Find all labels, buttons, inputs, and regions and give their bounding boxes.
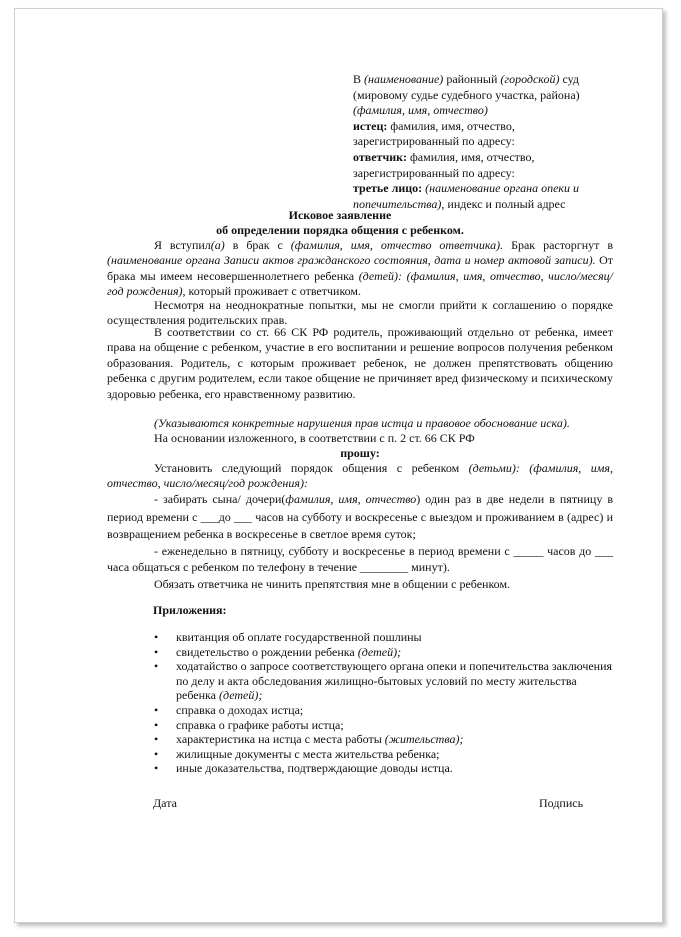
magistrate-line: (мировому судье судебного участка, района) <box>353 87 580 102</box>
request-heading: прошу: <box>340 446 380 460</box>
paragraph-basis: На основании изложенного, в соответствии с п. 2 ст. 66 СК РФ <box>154 431 475 445</box>
attachment-item: • квитанция об оплате государственной пошлины <box>152 630 613 645</box>
plaintiff-address: зарегистрированный по адресу: <box>353 134 515 149</box>
defendant-address: зарегистрированный по адресу: <box>353 165 515 180</box>
attachments-heading: Приложения: <box>153 603 227 617</box>
addressee-block <box>353 72 613 212</box>
paragraph-violations-hint: (Указываются конкретные нарушения прав истца и правовое обоснование иска). <box>154 416 570 430</box>
defendant-line: ответчик: фамилия, имя, отчество, <box>353 149 535 164</box>
signature-label: Подпись <box>539 796 584 810</box>
attachment-item: • характеристика на истца с места работы (жительства); <box>152 732 613 747</box>
document-title: Исковое заявление <box>288 208 392 222</box>
attachment-item: • жилищные документы с места жительства ребенка; <box>152 747 613 762</box>
paragraph-order: Установить следующий порядок общения с ребенком (детьми): (фамилия, имя, отчество, число/месяц/год рождения): <box>107 461 613 491</box>
third-party-line: третье лицо: (наименование органа опеки и <box>353 181 580 196</box>
date-label: Дата <box>153 796 177 810</box>
third-party-address: попечительства), индекс и полный адрес <box>353 196 566 211</box>
paragraph-pickup-schedule: - забирать сына/ дочери(фамилия, имя, отчество) один раз в две недели в пятницу в период времени с ___до ___ часов на субботу и воскресенье с выездом и проживанием в (адрес) и возвращением ребенка в воскресенье в светлое время суток; <box>107 492 614 541</box>
document-subtitle: об определении порядка общения с ребенком. <box>216 223 464 237</box>
paragraph-obligation: Обязать ответчика не чинить препятствия мне в общении с ребенком. <box>154 577 511 591</box>
paragraph-marriage: Я вступил(а) в брак с (фамилия, имя, отчество ответчика). Брак расторгнут в (наименование органа Записи актов гражданского состояния, дата и номер актовой записи). От брака мы имеем несовершеннолетнего ребенка (детей): (фамилия, имя, отчество, число/месяц/год рождения), который проживает с ответчиком. <box>107 238 614 299</box>
paragraph-attempts: Несмотря на неоднократные попытки, мы не смогли прийти к соглашению о порядке осуществления родительских прав. <box>107 298 613 328</box>
attachments-list <box>152 630 613 776</box>
attachment-item: • иные доказательства, подтверждающие доводы истца. <box>152 761 613 776</box>
plaintiff-line: истец: фамилия, имя, отчество, <box>353 118 515 133</box>
attachment-item: • справка о графике работы истца; <box>152 718 613 733</box>
attachment-item: • ходатайство о запросе соответствующего органа опеки и попечительства заключения по делу и акта обследования жилищно-бытовых условий по месту жительства ребенка (детей); <box>152 659 613 703</box>
attachment-item: • свидетельство о рождении ребенка (детей); <box>152 645 613 660</box>
court-name-hint: (фамилия, имя, отчество) <box>353 103 488 118</box>
paragraph-phone-schedule: - еженедельно в пятницу, субботу и воскресенье в период времени с _____ часов до ___ часа общаться с ребенком по телефону в течение ________ минут). <box>107 544 613 574</box>
attachment-item: • справка о доходах истца; <box>152 703 613 718</box>
court-line: В (наименование) районный (городской) суд <box>353 72 579 86</box>
paragraph-law: В соответствии со ст. 66 СК РФ родитель, проживающий отдельно от ребенка, имеет права на общение с ребенком, участие в его воспитании и решение вопросов получения ребенком образования. Родитель, с которым проживает ребенок, не должен препятствовать общению ребенка с другим родителем, если такое общение не причиняет вред физическому и психическому здоровью ребенка, его нравственному развитию. <box>107 325 613 401</box>
